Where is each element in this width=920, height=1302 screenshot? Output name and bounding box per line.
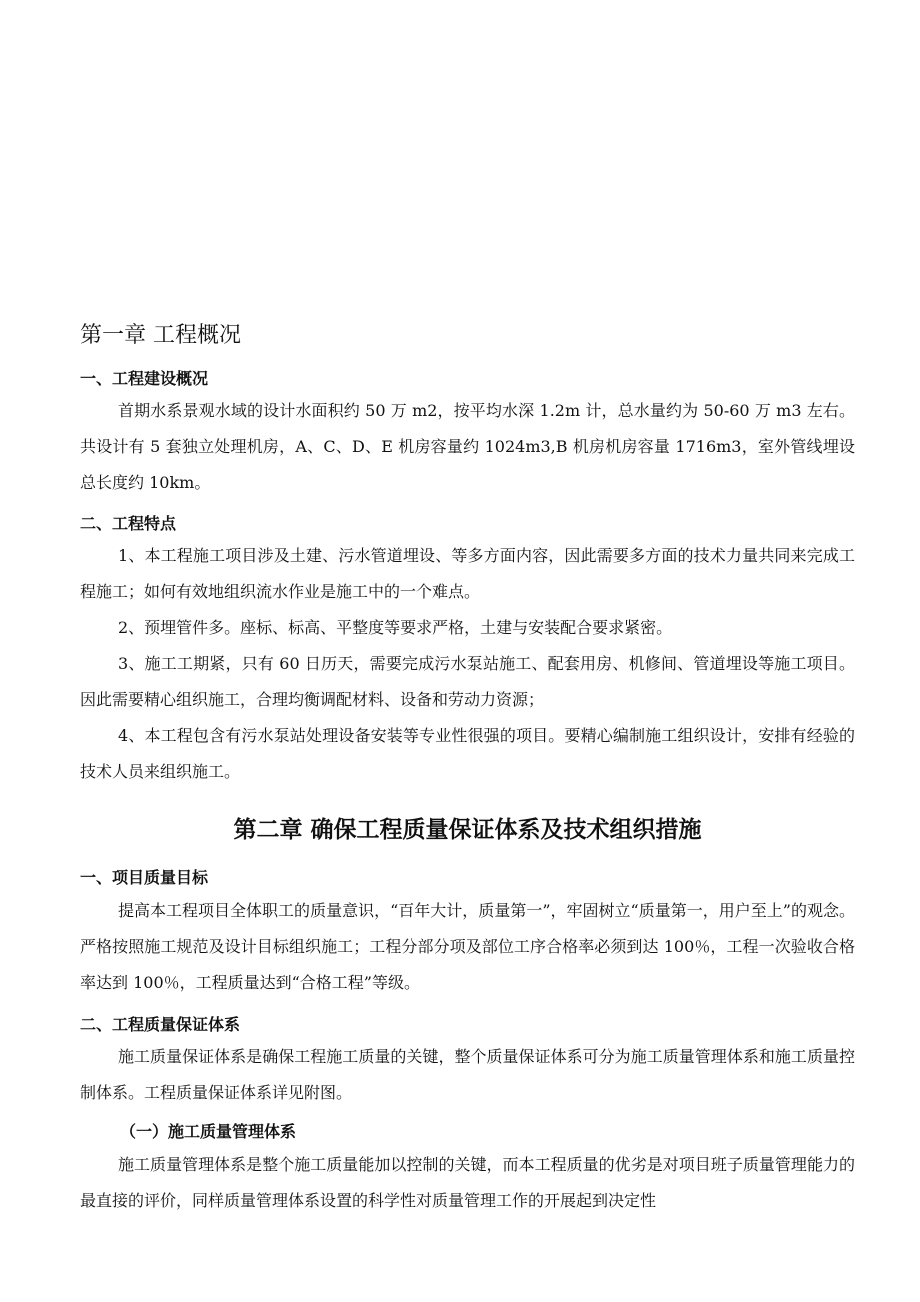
section-1-2-title: 二、工程特点: [80, 514, 177, 533]
feature-item-4: 4、本工程包含有污水泵站处理设备安装等专业性很强的项目。要精心编制施工组织设计，安排有经验的技术人员来组织施工。: [80, 726, 855, 781]
subsection-2-2-1-paragraph: 施工质量管理体系是整个施工质量能加以控制的关键，而本工程质量的优劣是对项目班子质量管理能力的最直接的评价，同样质量管理体系设置的科学性对质量管理工作的开展起到决定性: [80, 1155, 855, 1210]
feature-item-2: 2、预埋管件多。座标、标高、平整度等要求严格，土建与安装配合要求紧密。: [118, 618, 673, 637]
chapter-1-title: 第一章 工程概况: [80, 323, 241, 348]
chapter-2-title: 第二章 确保工程质量保证体系及技术组织措施: [233, 816, 702, 843]
feature-item-3: 3、施工工期紧，只有 60 日历天，需要完成污水泵站施工、配套用房、机修间、管道埋设等施工项目。因此需要精心组织施工，合理均衡调配材料、设备和劳动力资源；: [80, 654, 855, 709]
section-2-1-paragraph: 提高本工程项目全体职工的质量意识，“百年大计，质量第一”，牢固树立“质量第一，用户至上”的观念。严格按照施工规范及设计目标组织施工；工程分部分项及部位工序合格率必须到达 100％，工程一次验收合格率达到 100％，工程质量达到“合格工程”等级。: [80, 901, 855, 992]
section-2-2-paragraph: 施工质量保证体系是确保工程施工质量的关键，整个质量保证体系可分为施工质量管理体系和施工质量控制体系。工程质量保证体系详见附图。: [80, 1047, 855, 1102]
document-page: [80, 0, 855, 1302]
section-1-1-paragraph: 首期水系景观水域的设计水面积约 50 万 m2，按平均水深 1.2m 计，总水量约为 50-60 万 m3 左右。共设计有 5 套独立处理机房，A、C、D、E 机房容量约 1024m3,B 机房机房容量 1716m3，室外管线埋设总长度约 10km。: [80, 401, 855, 492]
subsection-2-2-1-title: （一）施工质量管理体系: [120, 1122, 297, 1141]
feature-item-1: 1、本工程施工项目涉及土建、污水管道埋设、等多方面内容，因此需要多方面的技术力量共同来完成工程施工；如何有效地组织流水作业是施工中的一个难点。: [80, 546, 855, 601]
section-2-2-title: 二、工程质量保证体系: [80, 1015, 241, 1034]
section-1-1-title: 一、工程建设概况: [80, 369, 209, 388]
section-2-1-title: 一、项目质量目标: [80, 868, 209, 887]
